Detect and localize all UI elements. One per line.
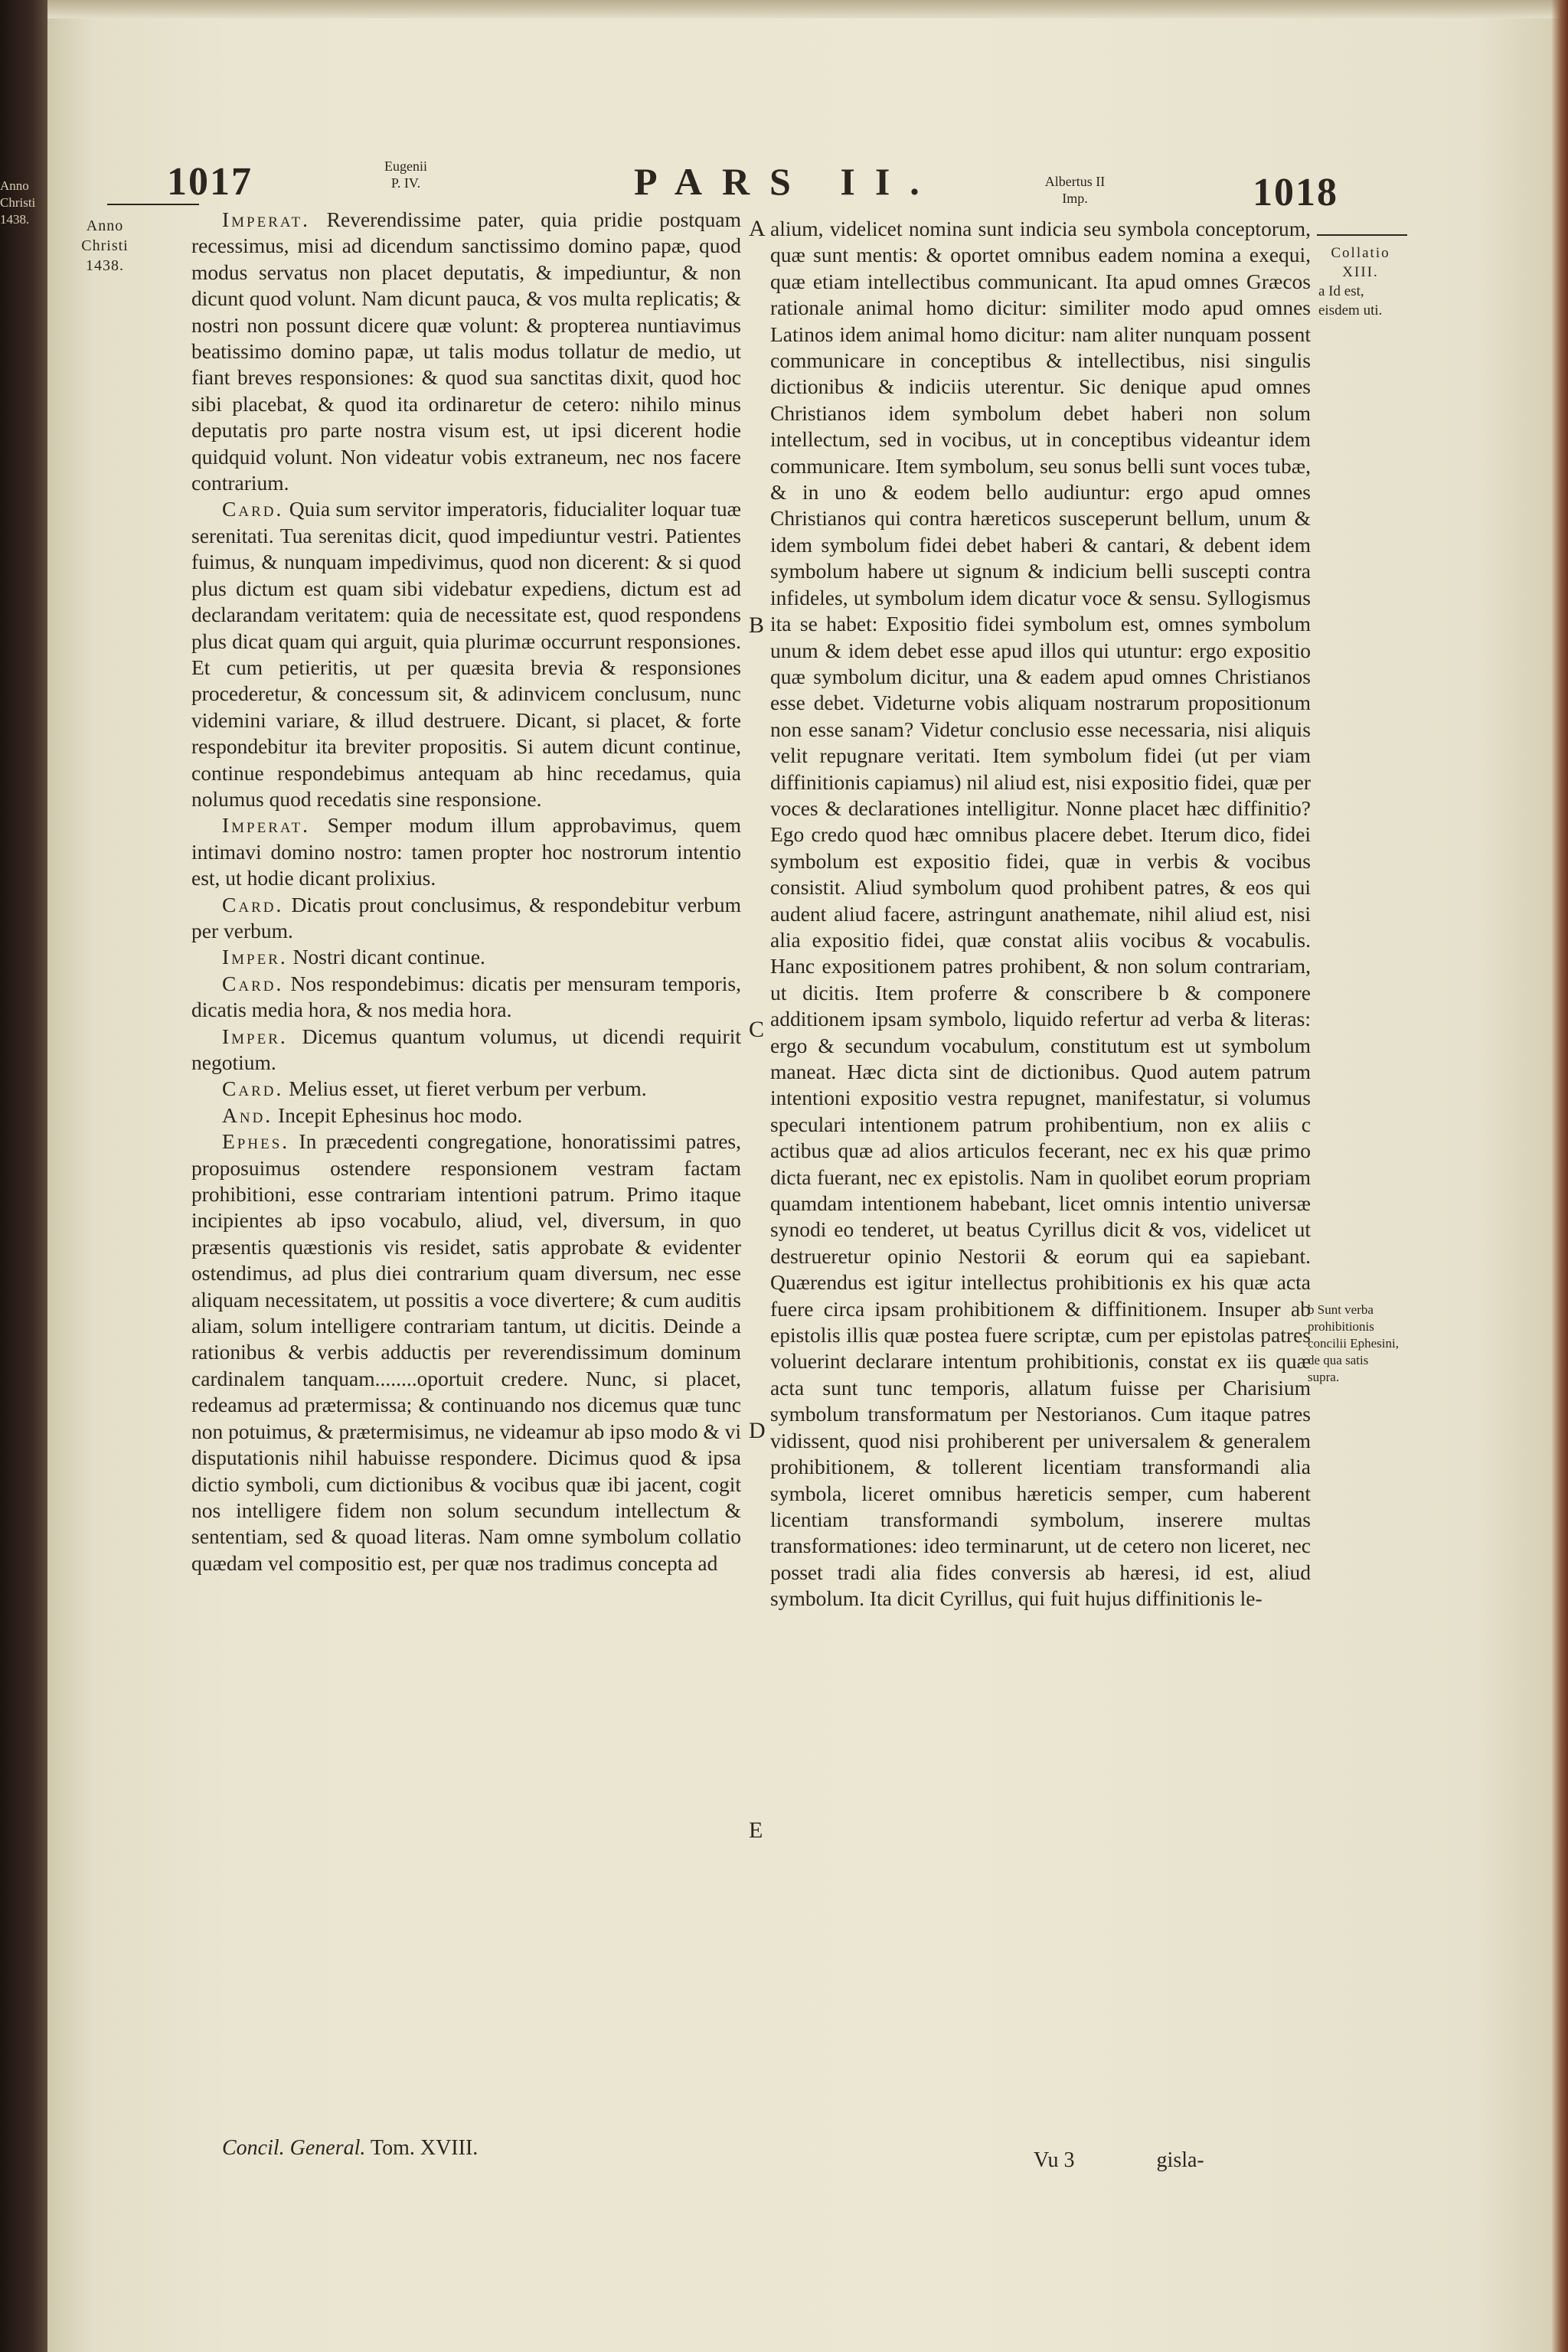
speaker: Card. [222,497,284,521]
running-head-left [360,158,452,191]
page-right-edge [1551,0,1568,2352]
book-binding-edge [0,0,47,2352]
section-letter-d: D [749,1418,766,1443]
paragraph [191,892,741,945]
paragraph [191,971,741,1024]
paragraph-text: Quia sum servitor imperatoris, fiducialiter loquar tuæ serenitati. Tua serenitas dicit, quod impediuntur vestri. Patientes fuimus, & nunquam impedivimus, quod non dicerent: & si quod plus dictum est quam sibi videbatur expediens, dictum est ad declarandam veritatem: quia de necessitate est, quod respondens plus dicat quam qui arguit, quia plurimæ occurrunt responsiones. Et cum petieritis, ut per quæsita brevia & responsiones procederetur, & concessum sit, & adinvicem conclusum, nunc videmini variare, & illud destruere. Dicant, si placet, & forte respondebitur ita breviter propositis. Si autem dicunt continue, continue respondebimus antequam ab hinc recedamus, quia nolumus quod recedatis sine responsione. [191,497,741,811]
paragraph-text: Nos respondebimus: dicatis per mensuram temporis, dicatis media hora, & nos media hora. [191,971,741,1022]
margin-collatio: Collatio [1331,245,1390,261]
paragraph-text: Reverendissime pater, quia pridie postquam recessimus, misi ad dicendum sanctissimo domino papæ, quod modus servatus non placet deputatis, & impediuntur, & non dicunt quod volunt. Nam dicunt pauca, & vos multa replicatis; & nostri non possunt dicere quæ volunt: & propterea nuntiavimus beatissimo domino papæ, ut talis modus tollatur de medio, ut fiant breves responsiones: & quod sua sanctitas dixit, quod hoc sibi placebat, & quod ita ordinaretur de cetero: nihilo minus deputatis pro parte nostra visum est, ut ipsi dicerent hodie quidquid volunt. Non videatur vobis extraneum, nec nos facere contrarium. [191,207,742,495]
page-number-left: 1017 [167,160,253,204]
right-column [770,216,1311,1612]
margin-rule-right [1317,234,1407,236]
paragraph-text: In præcedenti congregatione, honoratissimi patres, proposuimus ostendere responsionem vestram factam prohibitioni, esse contrariam intentioni patrum. Primo itaque incipientes ab ipso vocabulo, aliud, vel, diversum, in quo præsentis quæstionis vis residet, satis approbate & evidenter ostendimus, ad plus diei contrarium quam diversum, nec esse aliquam necessitatem, ut possitis a voce divertere; & cum auditis aliam, solum intelligere contrariam tantum, ut dicitis. Deinde a rationibus & verbis adductis per reverendissimum dominum cardinalem tanquam........oportuit credere. Nunc, si placet, redeamus ad prætermissa; & continuando nos dicemus quæ tunc non potuimus, & prætermisimus, ne videamur ab ipso modo & vi disputationis nihil habuisse respondere. Dicimus quod & ipsa dictio symboli, cum dictionibus & vocibus quæ ibi jacent, cogit nos intelligere fidem non solum secundum intellectum & sententiam, sed & quoad literas. Nam omne symbolum collatio quædam vel compositio est, per quæ nos tradimus concepta ad [191,1129,742,1575]
edge-note-3: 1438. [0,212,30,227]
footer-left [222,2136,478,2161]
section-letter-b: B [749,612,765,638]
paragraph [191,944,741,970]
margin-rule-left [107,204,199,205]
running-head-right-line1: Albertus II [1044,174,1106,189]
margin-anno: Anno [86,217,124,234]
page-number-right: 1018 [1253,171,1338,214]
paragraph [191,1102,741,1129]
speaker: Imperat. [222,813,310,838]
catchword: gisla- [1156,2148,1204,2172]
speaker: Card. [222,1076,284,1101]
speaker: Card. [222,892,284,916]
section-letter-c: C [749,1017,765,1042]
facing-page-margin-note [0,178,46,228]
margin-note-collatio [1318,243,1403,320]
paragraph [191,1024,741,1076]
paragraph-text: Melius esset, ut fieret verbum per verbum. [289,1076,647,1101]
edge-note-1: Anno [0,178,29,193]
footer-source: Concil. General. [222,2136,366,2160]
speaker: Imper. [222,945,288,969]
page-title: PARS II. [634,160,939,203]
margin-footnote-b: b Sunt verba prohibitionis concilii Ephesini, de qua satis supra. [1308,1302,1399,1384]
paragraph [191,1076,741,1102]
paragraph [191,496,741,812]
section-letter-e: E [749,1818,763,1843]
section-letter-a: A [749,216,766,241]
speaker: Imper. [222,1024,288,1048]
paragraph-text: Semper modum illum approbavimus, quem intimavi domino nostro: tamen propter hoc nostrorum intentio est, ut hodie dicant prolixius. [191,813,741,890]
footer-volume: Tom. XVIII. [370,2136,479,2160]
speaker: Card. [222,971,284,995]
page-top-shadow [47,0,1568,18]
paragraph-text: Nostri dicant continue. [292,945,485,969]
speaker: Imperat. [222,207,310,231]
speaker: And. [222,1102,273,1127]
speaker: Ephes. [222,1129,290,1154]
margin-footnote-a: a Id est, eisdem uti. [1318,283,1383,318]
paragraph-text: Dicemus quantum volumus, ut dicendi requirit negotium. [191,1024,741,1074]
paragraph-text: Incepit Ephesinus hoc modo. [278,1102,523,1127]
left-column [191,207,741,1576]
paragraph [191,207,741,496]
paragraph-text: Dicatis prout conclusimus, & respondebitur verbum per verbum. [191,892,741,942]
running-head-left-line1: Eugenii [384,158,427,174]
paragraph [191,812,741,891]
footer-right [1034,2148,1204,2173]
paragraph [191,1129,741,1576]
running-head-left-line2: P. IV. [390,175,421,191]
margin-collatio-number: XIII. [1342,264,1379,280]
running-head-right-line2: Imp. [1062,191,1088,206]
edge-note-2: Christi [0,195,36,210]
signature-mark: Vu 3 [1034,2148,1075,2172]
margin-note-year [60,216,150,276]
margin-year: 1438. [86,257,124,274]
margin-christi: Christi [81,237,129,254]
running-head-right [1029,173,1121,207]
paragraph-text: alium, videlicet nomina sunt indicia seu symbola conceptorum, quæ sunt mentis: & oportet omnibus eadem nomina a exequi, quæ etiam intellectibus communicant. Ita apud omnes Græcos rationale animal homo dicitur: similiter modo apud omnes Latinos idem animal homo dicitur: nam aliter nunquam possent communicare in conceptibus & intellectibus, nisi singulis dictionibus & indiciis uterentur. Sic denique apud omnes Christianos idem symbolum debet haberi non solum intellectum, sed in vocibus, ut in conceptibus videantur idem communicare. Item symbolum, seu sonus belli sunt voces tubæ, & in uno & eodem bello audiuntur: ergo apud omnes Christianos qui contra hæreticos susceperunt bellum, unum & idem symbolum fidei debet haberi & cantari, & debent idem symbolum habere ut signum & indicium belli suscepti contra infideles, ut symbolum idem dicatur voce & sensu. Syllogismus ita se habet: Expositio fidei symbolum est, omnes symbolum unum & idem debet esse apud illos qui utuntur: ergo expositio quæ symbolum dicitur, una & eadem apud omnes Christianos esse debet. Videturne vobis aliquam nostrarum propositionum non esse sanam? Videtur conclusio esse necessaria, nisi aliquis velit repugnare veritati. Item symbolum fidei (ut per viam diffinitionis capiamus) nil aliud est, nisi expositio fidei, quæ per voces & declarationes intelligitur. Nonne placet hæc diffinitio? Ego credo quod hæc omnibus placere debet. Iterum dico, fidei symbolum est expositio fidei, quæ in verbis & vocibus consistit. Aliud symbolum quod prohibent patres, & eos qui audent aliud facere, astringunt anathemate, nihil aliud est, nisi alia expositio fidei, quæ constat aliis vocibus & vocabulis. Hanc expositionem patres prohibent, & non solum contrariam, ut dicitis. Item proferre & conscribere b & componere additionem ipsam symbolo, liquido refertur ad verba & literas: ergo & secundum vocabulum, constitutum est ut symbolum maneat. Hæc dicta sint de dictionibus. Quod autem patrum intentioni expositio vestra repugnet, manifestatur, si volumus speculari intentionem patrum prohibentium, non ex aliis c actibus quæ ad alios articulos fecerant, nec ex his quæ primo dicta fuerant, nec ex epistolis. Nam in quolibet eorum propriam quamdam intentionem habebant, licet omnis intentio universæ synodi eo tenderet, ut beatus Cyrillus dicit & vos, videlicet ut destrueretur opinio Nestorii & eorum qui ea sapiebant. Quærendus est igitur intellectus prohibitionis ex his quæ acta fuere circa ipsam prohibitionem & diffinitionem. Insuper ab epistolis illis quæ postea fuere scriptæ, cum per epistolas patres voluerint declarare intentum prohibitionis, constat ex iis quæ acta sunt tunc temporis, allatum fuisse per Charisium symbolum transformatum per Nestorianos. Cum itaque patres vidissent, quod nisi prohiberent per universalem & generalem prohibitionem, & tollerent licentiam transformandi alia symbola, liceret omnibus hæreticis semper, cum haberent licentiam transformandi symbolum, inserere multas transformationes: ideo terminarunt, ut de cetero non liceret, nec posset tradi alia fides conversis ab hæresi, id est, aliud symbolum. Ita dicit Cyrillus, qui fuit hujus diffinitionis le- [770,217,1311,1611]
